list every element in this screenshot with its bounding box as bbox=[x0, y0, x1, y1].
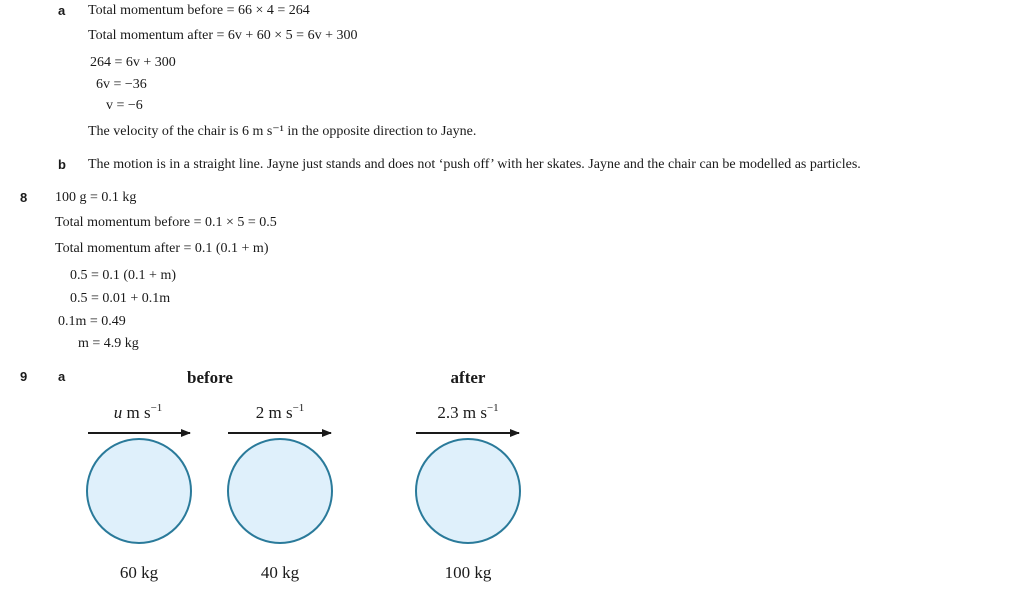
q7-b-text: The motion is in a straight line. Jayne just stands and does not ‘push off’ with her skates. Jayne and the chair can be modelled as particles. bbox=[88, 157, 861, 172]
q8-number: 8 bbox=[20, 190, 28, 205]
q8-line-2: Total momentum before = 0.1 × 5 = 0.5 bbox=[55, 215, 277, 230]
q8-line-3: Total momentum after = 0.1 (0.1 + m) bbox=[55, 241, 269, 256]
particle-60kg bbox=[87, 439, 191, 543]
q8-line-4: 0.5 = 0.1 (0.1 + m) bbox=[70, 268, 177, 283]
velocity-label-3: 2.3 m $s^{-1}$ bbox=[437, 402, 499, 422]
mass-label-60kg: 60 kg bbox=[119, 563, 159, 582]
q8-line-7: m = 4.9 kg bbox=[78, 336, 139, 351]
q7-a-line-4: 6v = −36 bbox=[96, 77, 147, 92]
q9-part-a-label: a bbox=[58, 369, 66, 384]
q9-number: 9 bbox=[20, 369, 28, 384]
collision-diagram bbox=[0, 360, 1024, 590]
after-heading: after bbox=[450, 368, 486, 387]
before-heading: before bbox=[187, 368, 233, 387]
q7-a-line-6: The velocity of the chair is 6 m s⁻¹ in the opposite direction to Jayne. bbox=[88, 124, 477, 139]
q7-part-a-label: a bbox=[58, 3, 66, 18]
q8-line-5: 0.5 = 0.01 + 0.1m bbox=[70, 291, 171, 306]
mass-label-40kg: 40 kg bbox=[260, 563, 300, 582]
q7-a-line-1: Total momentum before = 66 × 4 = 264 bbox=[88, 3, 310, 18]
velocity-label-2: 2 m $s^{-1}$ bbox=[255, 402, 305, 422]
q7-a-line-5: v = −6 bbox=[106, 98, 143, 113]
q7-part-b-label: b bbox=[58, 157, 66, 172]
q7-a-line-3: 264 = 6v + 300 bbox=[90, 55, 176, 70]
particle-100kg bbox=[416, 439, 520, 543]
q8-line-1: 100 g = 0.1 kg bbox=[55, 190, 137, 205]
particle-40kg bbox=[228, 439, 332, 543]
mass-label-100kg: 100 kg bbox=[444, 563, 492, 582]
q7-a-line-2: Total momentum after = 6v + 60 × 5 = 6v + 300 bbox=[88, 28, 358, 43]
velocity-label-1: u m $s^{-1}$ bbox=[113, 402, 163, 422]
q8-line-6: 0.1m = 0.49 bbox=[58, 314, 126, 329]
